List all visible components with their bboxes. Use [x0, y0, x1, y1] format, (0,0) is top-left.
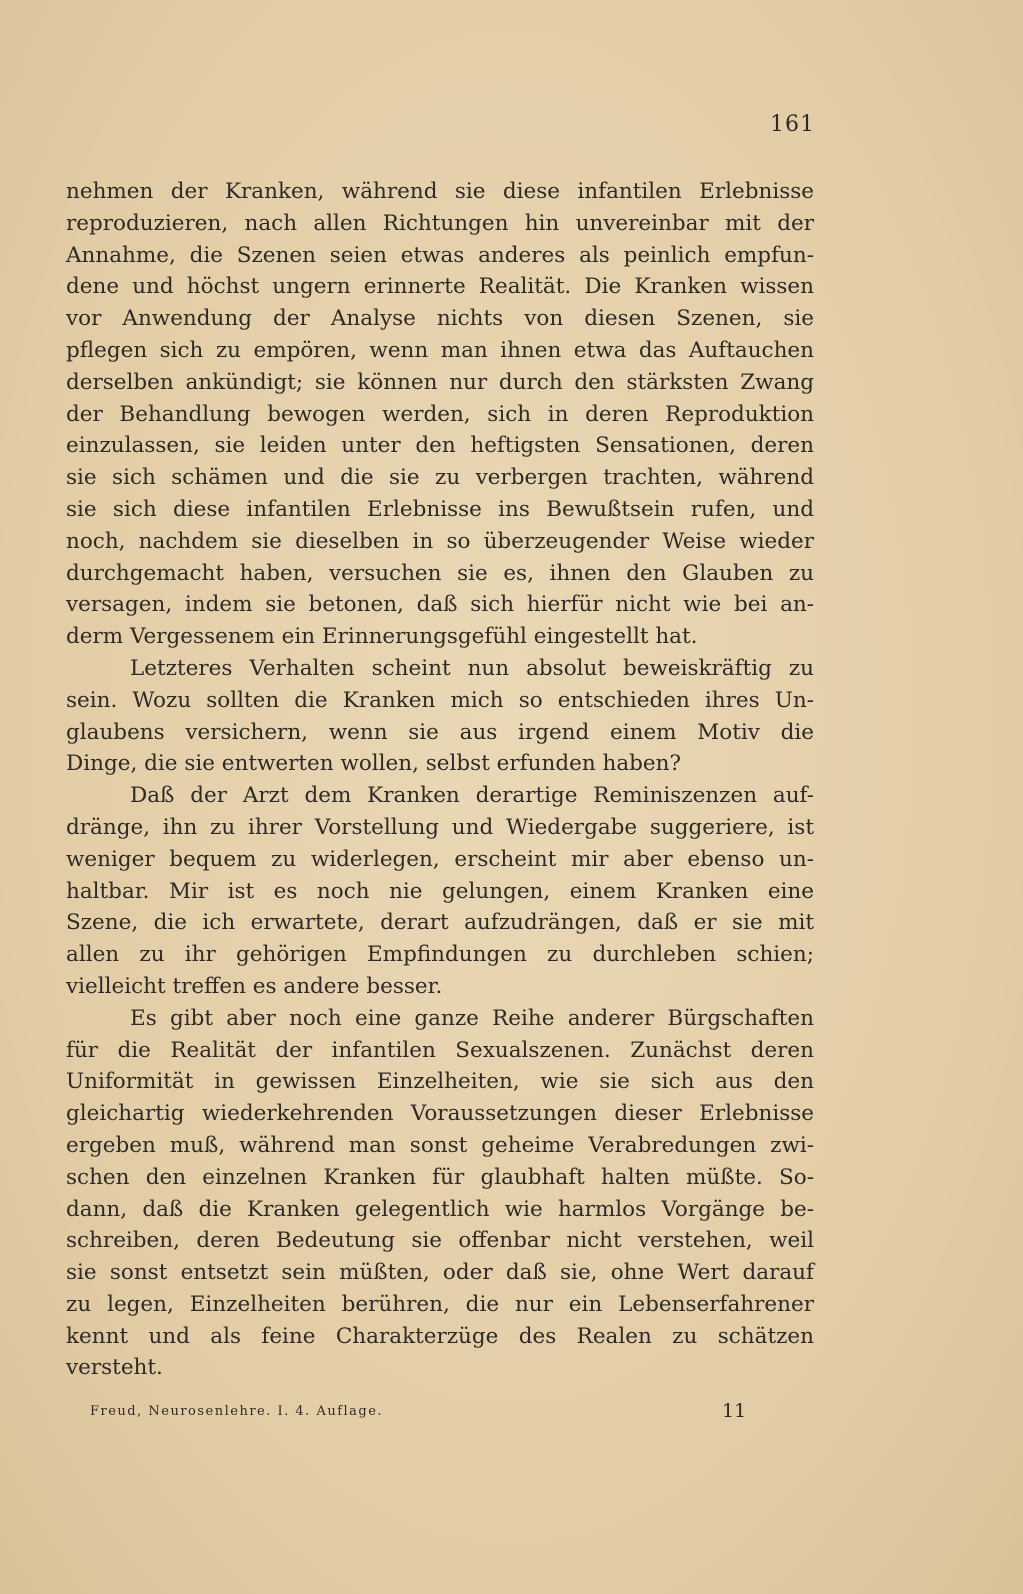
text-line: derm Vergessenem ein Erinnerungsgefühl eingestellt hat.: [66, 624, 698, 650]
text-line: pflegen sich zu empören, wenn man ihnen etwa das Auftauchen: [66, 337, 814, 363]
body-text: [66, 176, 814, 1384]
text-line: schen den einzelnen Kranken für glaubhaft halten müßte. So-: [66, 1164, 814, 1190]
text-line: Uniformität in gewissen Einzelheiten, wie sie sich aus den: [66, 1069, 814, 1095]
text-line: sie sich schämen und die sie zu verbergen trachten, während: [66, 465, 814, 491]
footer-signature: Freud, Neurosenlehre. I. 4. Auflage.: [90, 1404, 384, 1419]
text-line: Daß der Arzt dem Kranken derartige Reminiszenzen auf-: [130, 783, 814, 809]
text-line: schreiben, deren Bedeutung sie offenbar nicht verstehen, weil: [66, 1228, 814, 1254]
text-line: ergeben muß, während man sonst geheime Verabredungen zwi-: [66, 1132, 814, 1158]
text-line: für die Realität der infantilen Sexualszenen. Zunächst deren: [66, 1037, 814, 1063]
text-line: derselben ankündigt; sie können nur durch den stärksten Zwang: [66, 369, 814, 395]
text-line: einzulassen, sie leiden unter den heftigsten Sensationen, deren: [66, 433, 814, 459]
text-line: Dinge, die sie entwerten wollen, selbst erfunden haben?: [66, 751, 682, 777]
text-line: weniger bequem zu widerlegen, erscheint mir aber ebenso un-: [66, 846, 814, 872]
text-line: gleichartig wiederkehrenden Voraussetzungen dieser Erlebnisse: [66, 1101, 814, 1127]
text-line: zu legen, Einzelheiten berühren, die nur ein Lebenserfahrener: [66, 1291, 814, 1317]
text-line: noch, nachdem sie dieselben in so überzeugender Weise wieder: [66, 528, 814, 554]
text-line: der Behandlung bewogen werden, sich in deren Reproduktion: [66, 401, 814, 427]
text-line: reproduzieren, nach allen Richtungen hin unvereinbar mit der: [66, 210, 814, 236]
text-line: dene und höchst ungern erinnerte Realität. Die Kranken wissen: [66, 274, 814, 300]
text-line: sein. Wozu sollten die Kranken mich so entschieden ihres Un-: [66, 687, 814, 713]
text-line: glaubens versichern, wenn sie aus irgend einem Motiv die: [66, 719, 814, 745]
text-line: durchgemacht haben, versuchen sie es, ihnen den Glauben zu: [66, 560, 814, 586]
text-line: nehmen der Kranken, während sie diese infantilen Erlebnisse: [66, 179, 814, 204]
text-line: haltbar. Mir ist es noch nie gelungen, einem Kranken eine: [66, 878, 814, 904]
text-line: sie sonst entsetzt sein müßten, oder daß sie, ohne Wert darauf: [66, 1260, 814, 1286]
footer-sheet-number: 11: [722, 1400, 747, 1422]
text-line: versagen, indem sie betonen, daß sich hierfür nicht wie bei an-: [66, 592, 814, 618]
text-line: kennt und als feine Charakterzüge des Realen zu schätzen: [66, 1323, 814, 1349]
text-line: Es gibt aber noch eine ganze Reihe anderer Bürgschaften: [130, 1005, 814, 1031]
text-line: vor Anwendung der Analyse nichts von diesen Szenen, sie: [66, 306, 814, 332]
text-line: Letzteres Verhalten scheint nun absolut beweiskräftig zu: [130, 655, 814, 681]
page-number: 161: [770, 112, 815, 137]
text-line: versteht.: [66, 1355, 163, 1381]
text-line: sie sich diese infantilen Erlebnisse ins Bewußtsein rufen, und: [66, 496, 814, 522]
text-line: vielleicht treffen es andere besser.: [66, 973, 443, 999]
text-line: Annahme, die Szenen seien etwas anderes als peinlich empfun-: [66, 242, 814, 268]
text-line: dränge, ihn zu ihrer Vorstellung und Wiedergabe suggeriere, ist: [66, 814, 814, 840]
text-line: dann, daß die Kranken gelegentlich wie harmlos Vorgänge be-: [66, 1196, 814, 1222]
text-line: Szene, die ich erwartete, derart aufzudrängen, daß er sie mit: [66, 910, 814, 936]
text-line: allen zu ihr gehörigen Empfindungen zu durchleben schien;: [66, 942, 814, 968]
